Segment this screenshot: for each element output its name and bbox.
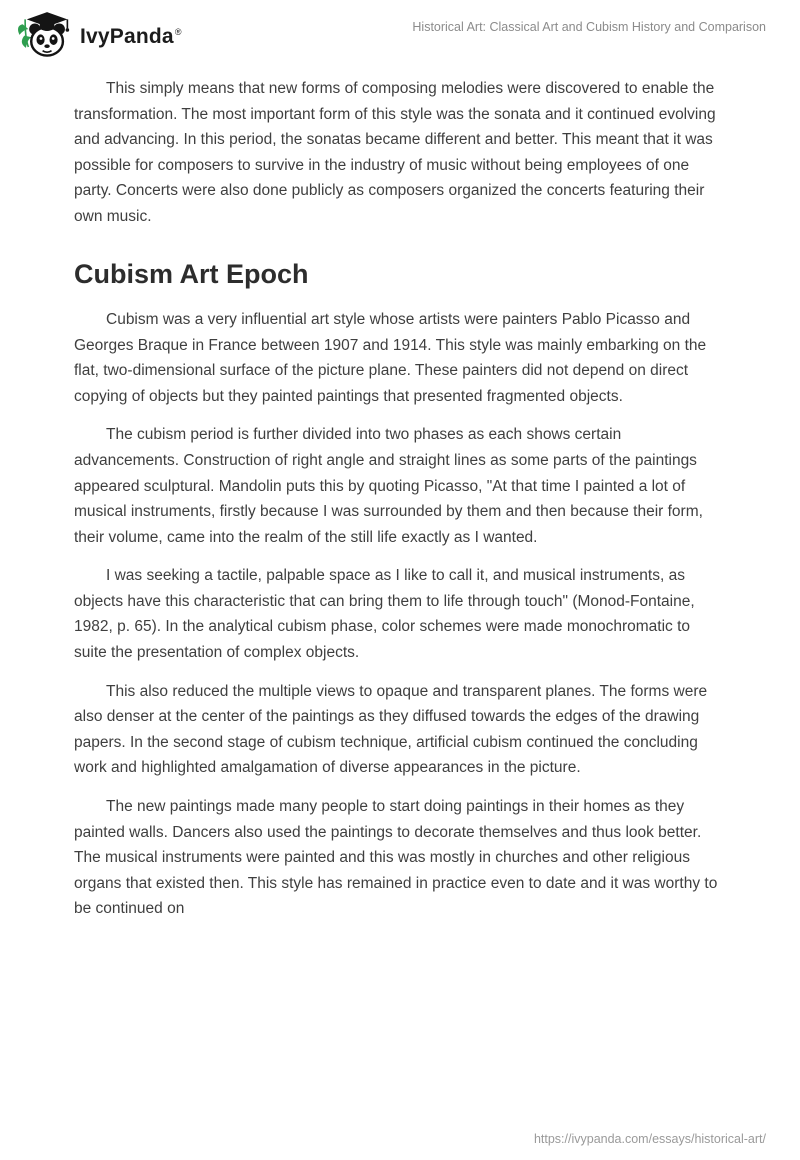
document-title: Historical Art: Classical Art and Cubism History and Comparison: [412, 20, 766, 34]
ivypanda-logo[interactable]: [14, 8, 182, 65]
panda-graduate-icon: [14, 8, 72, 65]
article-body: [0, 58, 800, 922]
registered-mark: ®: [174, 27, 182, 37]
page-footer: [534, 1132, 766, 1146]
paragraph: I was seeking a tactile, palpable space as I like to call it, and musical instruments, as objects have this characteristic that can bring them to life through touch" (Monod-Fontaine, 1982, p. 65). In the analytical cubism phase, color schemes were made monochromatic to suite the presentation of complex objects.: [74, 567, 695, 662]
paragraph: Cubism was a very influential art style whose artists were painters Pablo Picasso and Georges Braque in France between 1907 and 1914. This style was mainly embarking on the flat, two-dimensional surface of the picture plane. These painters did not depend on direct copying of objects but they painted paintings that presented fragmented objects.: [74, 310, 707, 405]
paragraph: This also reduced the multiple views to opaque and transparent planes. The forms were also denser at the center of the paintings as they diffused towards the edges of the drawing papers. In the second stage of cubism technique, artificial cubism continued the concluding work and highlighted amalgamation of diverse appearances in the picture.: [74, 682, 708, 777]
page-header: [0, 0, 800, 58]
section-heading-cubism-art-epoch: Cubism Art Epoch: [74, 258, 309, 289]
paragraph: The new paintings made many people to start doing paintings in their homes as they painted walls. Dancers also used the paintings to decorate themselves and thus look better. The musical instruments were painted and this was mostly in churches and other religious organs that existed then. This style has remained in practice even to date and it was worthy to be continued on: [74, 798, 718, 918]
brand-name: IvyPanda®: [80, 25, 182, 48]
source-url-link[interactable]: https://ivypanda.com/essays/historical-art/: [533, 1132, 766, 1146]
paragraph-intro: This simply means that new forms of composing melodies were discovered to enable the transformation. The most important form of this style was the sonata and it continued evolving and advancing. In this period, the sonatas became different and better. This meant that it was possible for composers to survive in the industry of music without being employees of one party. Concerts were also done publicly as composers organized the concerts featuring their own music.: [74, 80, 716, 225]
paragraph: The cubism period is further divided into two phases as each shows certain advancements. Construction of right angle and straight lines as some parts of the paintings appeared sculptural. Mandolin puts this by quoting Picasso, "At that time I painted a lot of musical instruments, firstly because I was surrounded by them and then because their form, their volume, came into the realm of the still life exactly as I wanted.: [74, 426, 703, 546]
